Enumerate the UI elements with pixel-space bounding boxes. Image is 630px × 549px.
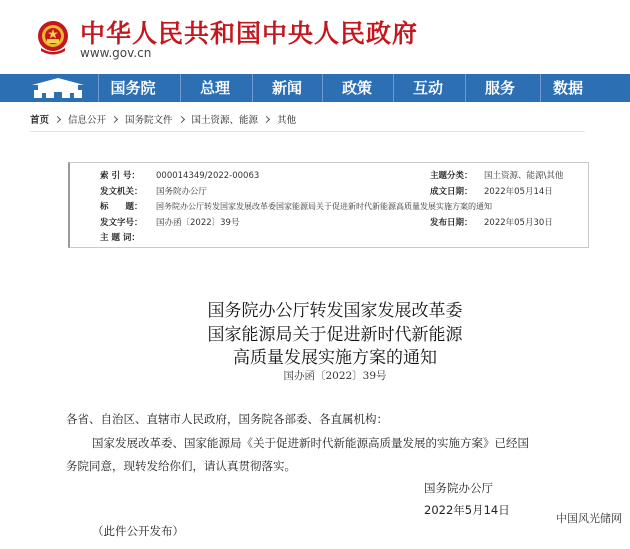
breadcrumb-separator-icon xyxy=(263,115,270,122)
meta-issuer-value: 国务院办公厅 xyxy=(156,187,208,197)
document-date: 2022年5月14日 xyxy=(424,503,510,517)
nav-item-interaction[interactable]: 互动 xyxy=(393,74,462,102)
breadcrumb-separator-icon xyxy=(54,115,61,122)
meta-title-value: 国务院办公厅转发国家发展改革委国家能源局关于促进新时代新能源高质量发展实施方案的通知 xyxy=(156,202,492,211)
document-publication-note: （此件公开发布） xyxy=(92,524,184,538)
nav-item-premier[interactable]: 总理 xyxy=(180,74,249,102)
meta-row xyxy=(70,215,588,231)
meta-row xyxy=(70,168,588,184)
meta-created-value: 2022年05月14日 xyxy=(484,187,553,197)
document-number: 国办函〔2022〕39号 xyxy=(283,370,387,382)
nav-item-state-council[interactable]: 国务院 xyxy=(98,74,167,102)
document-paragraph-line: 国家发展改革委、国家能源局《关于促进新时代新能源高质量发展的实施方案》已经国 xyxy=(92,436,529,450)
document-title-line: 国务院办公厅转发国家发展改革委 xyxy=(207,301,463,321)
document-paragraph-line: 务院同意，现转发给你们，请认真贯彻落实。 xyxy=(66,459,296,473)
site-header xyxy=(0,0,630,74)
site-url[interactable]: www.gov.cn xyxy=(80,46,152,60)
breadcrumb-land-energy[interactable]: 国土资源、能源 xyxy=(191,115,259,126)
meta-index-label: 索 引 号： xyxy=(100,171,140,181)
meta-title-label: 标 题： xyxy=(100,202,143,212)
nav-item-policy[interactable]: 政策 xyxy=(322,74,391,102)
breadcrumb xyxy=(30,111,296,127)
meta-issuer-label: 发文机关： xyxy=(100,187,143,197)
tiananmen-icon[interactable] xyxy=(26,74,90,102)
breadcrumb-home[interactable]: 首页 xyxy=(30,115,50,126)
meta-index-value: 000014349/2022-00063 xyxy=(156,171,260,181)
document-recipients: 各省、自治区、直辖市人民政府，国务院各部委、各直属机构： xyxy=(66,412,388,426)
breadcrumb-separator-icon xyxy=(111,115,118,122)
nav-item-data[interactable]: 数据 xyxy=(540,74,590,102)
document-metadata-table xyxy=(68,162,589,248)
meta-row xyxy=(70,184,588,200)
meta-row xyxy=(70,230,588,246)
breadcrumb-state-council-docs[interactable]: 国务院文件 xyxy=(125,115,173,126)
breadcrumb-separator-icon xyxy=(178,115,185,122)
nav-item-news[interactable]: 新闻 xyxy=(252,74,321,102)
breadcrumb-info-disclosure[interactable]: 信息公开 xyxy=(68,115,107,126)
document-title-line: 高质量发展实施方案的通知 xyxy=(233,348,437,368)
meta-category-value: 国土资源、能源\其他 xyxy=(484,171,564,181)
source-watermark: 中国风光储网 xyxy=(556,512,622,525)
site-title[interactable]: 中华人民共和国中央人民政府 xyxy=(80,19,419,48)
nav-item-services[interactable]: 服务 xyxy=(465,74,534,102)
breadcrumb-other[interactable]: 其他 xyxy=(277,115,297,126)
meta-row xyxy=(70,199,588,215)
meta-published-value: 2022年05月30日 xyxy=(484,218,553,228)
document-signer: 国务院办公厅 xyxy=(424,481,493,495)
main-nav xyxy=(0,74,630,102)
meta-created-label: 成文日期： xyxy=(430,187,473,197)
meta-docno-value: 国办函〔2022〕39号 xyxy=(156,218,240,228)
meta-category-label: 主题分类： xyxy=(430,171,473,181)
document-title-line: 国家能源局关于促进新时代新能源 xyxy=(207,325,463,345)
meta-subject-label: 主 题 词： xyxy=(100,233,140,243)
meta-published-label: 发布日期： xyxy=(430,218,473,228)
meta-docno-label: 发文字号： xyxy=(100,218,143,228)
national-emblem-icon[interactable] xyxy=(36,20,70,56)
breadcrumb-divider xyxy=(30,131,585,132)
